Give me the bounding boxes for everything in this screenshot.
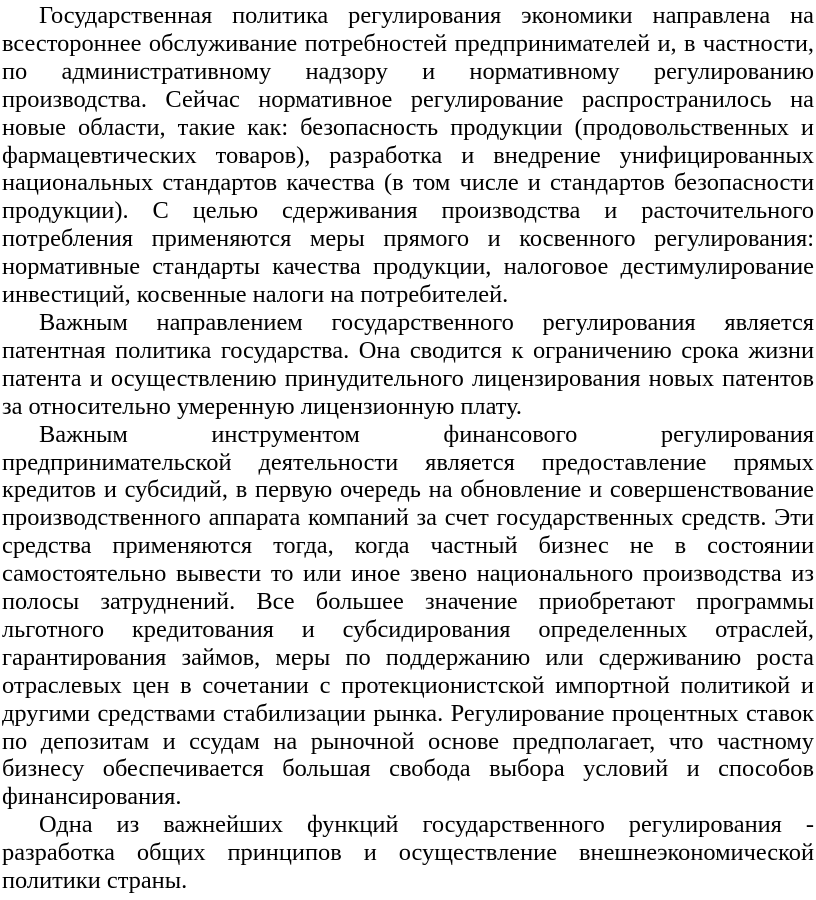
paragraph-patent-policy: Важным направлением государственного регулирования является патентная политика государства. Она сводится к ограничению срока жизни патента и осуществлению принудительного лицензирования новых патентов за относительно умеренную лицензионную плату. <box>2 308 814 420</box>
paragraph-financial-regulation: Важным инструментом финансового регулирования предпринимательской деятельности является предоставление прямых кредитов и субсидий, в первую очередь на обновление и совершенствование производственного аппарата компаний за счет государственных средств. Эти средства применяются тогда, когда частный бизнес не в состоянии самостоятельно вывести то или иное звено национального производства из полосы затруднений. Все большее значение приобретают программы льготного кредитования и субсидирования определенных отраслей, гарантирования займов, меры по поддержанию или сдерживанию роста отраслевых цен в сочетании с протекционистской импортной политикой и другими средствами стабилизации рынка. Регулирование процентных ставок по депозитам и ссудам на рыночной основе предполагает, что частному бизнесу обеспечивается большая свобода выбора условий и способов финансирования. <box>2 420 814 811</box>
paragraph-foreign-economic-policy: Одна из важнейших функций государственного регулирования - разработка общих принципов и осуществление внешнеэкономической политики страны. <box>2 811 814 895</box>
paragraph-economic-regulation: Государственная политика регулирования экономики направлена на всестороннее обслуживание потребностей предпринимателей и, в частности, по административному надзору и нормативному регулированию производства. Сейчас нормативное регулирование распространилось на новые области, такие как: безопасность продукции (продовольственных и фармацевтических товаров), разработка и внедрение унифицированных национальных стандартов качества (в том числе и стандартов безопасности продукции). С целью сдерживания производства и расточительного потребления применяются меры прямого и косвенного регулирования: нормативные стандарты качества продукции, налоговое дестимулирование инвестиций, косвенные налоги на потребителей. <box>2 2 814 309</box>
